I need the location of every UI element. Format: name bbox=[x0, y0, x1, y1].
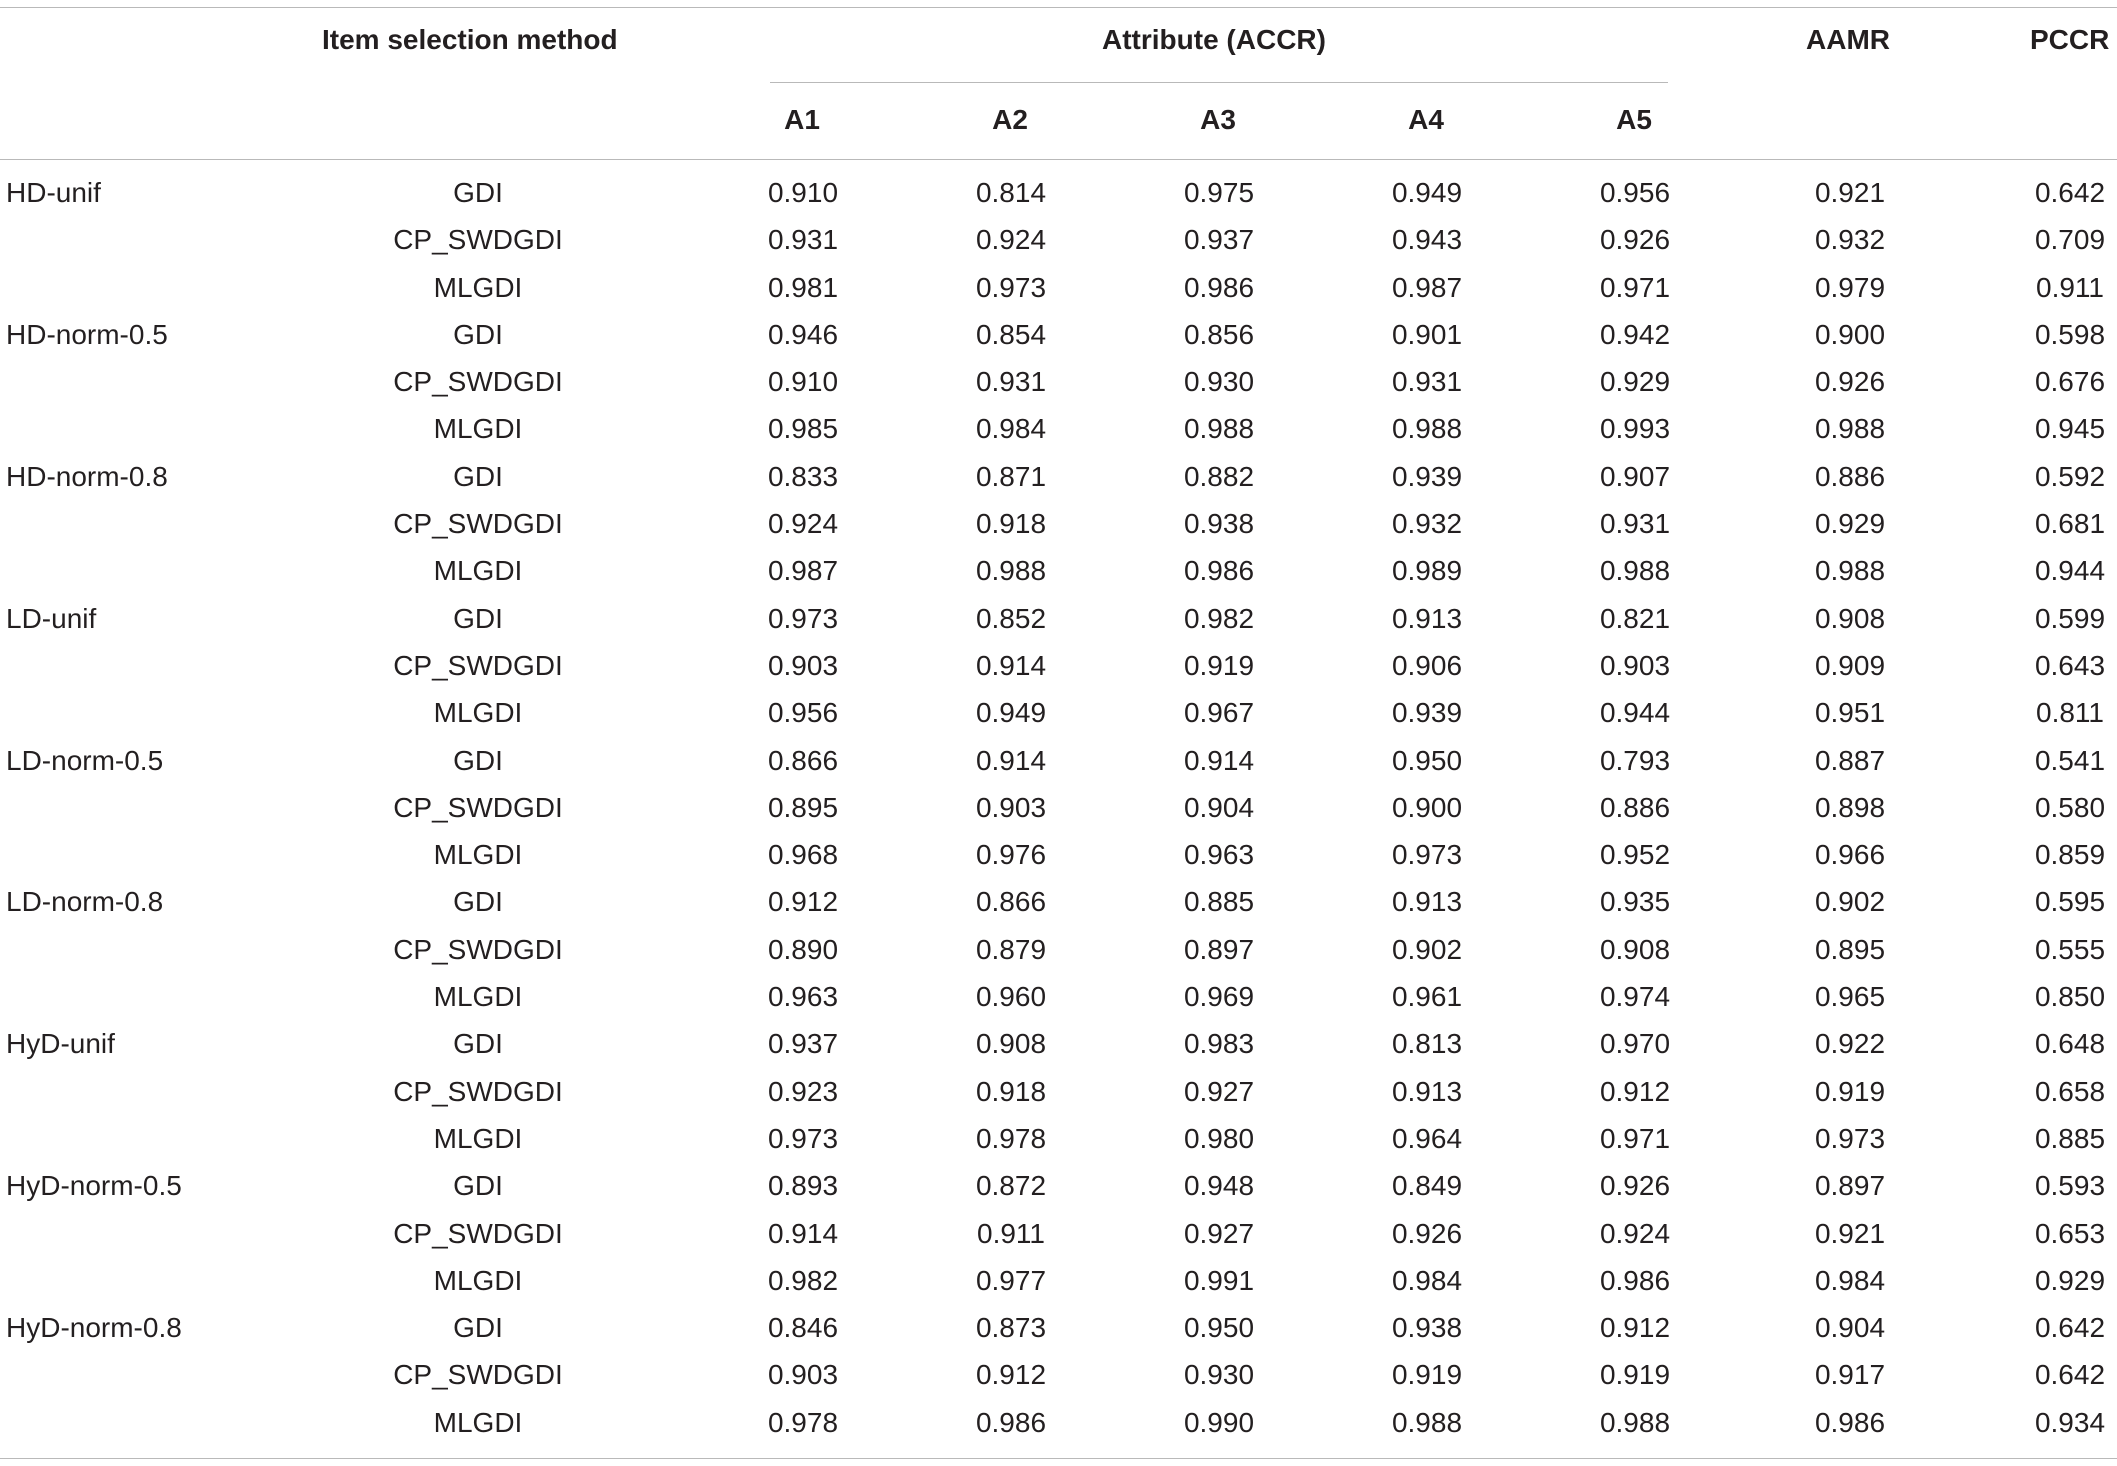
a1-value-cell: 0.903 bbox=[767, 649, 839, 681]
a5-value-cell: 0.956 bbox=[1599, 177, 1671, 208]
method-cell: MLGDI bbox=[433, 555, 523, 587]
a4-value-cell: 0.926 bbox=[1391, 1217, 1463, 1249]
table-row bbox=[0, 1070, 2117, 1117]
header-a4: A4 bbox=[1408, 104, 1444, 135]
a1-value-cell: 0.981 bbox=[767, 271, 839, 303]
a1-value-cell: 0.968 bbox=[767, 839, 839, 871]
a1-value-cell: 0.866 bbox=[767, 744, 839, 776]
method-cell: MLGDI bbox=[433, 413, 523, 445]
a3-value-cell: 0.986 bbox=[1183, 555, 1255, 587]
header-item-selection-method: Item selection method bbox=[322, 24, 618, 55]
method-cell: CP_SWDGDI bbox=[393, 1359, 563, 1391]
aamr-value-cell: 0.897 bbox=[1814, 1170, 1886, 1202]
header-a5: A5 bbox=[1616, 104, 1652, 135]
a1-value-cell: 0.895 bbox=[767, 791, 839, 823]
table-row bbox=[0, 833, 2117, 880]
pccr-value-cell: 0.676 bbox=[2034, 366, 2106, 398]
a4-value-cell: 0.901 bbox=[1391, 318, 1463, 350]
a5-value-cell: 0.908 bbox=[1599, 933, 1671, 965]
table-row bbox=[0, 1022, 2117, 1069]
pccr-value-cell: 0.595 bbox=[2034, 886, 2106, 918]
a2-value-cell: 0.852 bbox=[975, 602, 1047, 634]
table-row bbox=[0, 218, 2117, 265]
method-cell: GDI bbox=[453, 744, 503, 776]
table-row bbox=[0, 1164, 2117, 1211]
pccr-value-cell: 0.934 bbox=[2034, 1406, 2106, 1438]
method-cell: GDI bbox=[453, 318, 503, 350]
a1-value-cell: 0.914 bbox=[767, 1217, 839, 1249]
aamr-value-cell: 0.919 bbox=[1814, 1075, 1886, 1107]
a1-value-cell: 0.910 bbox=[767, 177, 839, 208]
aamr-value-cell: 0.886 bbox=[1814, 460, 1886, 492]
a5-value-cell: 0.970 bbox=[1599, 1028, 1671, 1060]
a1-value-cell: 0.931 bbox=[767, 224, 839, 256]
a2-value-cell: 0.988 bbox=[975, 555, 1047, 587]
pccr-value-cell: 0.642 bbox=[2034, 1359, 2106, 1391]
pccr-value-cell: 0.885 bbox=[2034, 1122, 2106, 1154]
method-cell: MLGDI bbox=[433, 697, 523, 729]
a5-value-cell: 0.903 bbox=[1599, 649, 1671, 681]
a1-value-cell: 0.910 bbox=[767, 366, 839, 398]
method-cell: GDI bbox=[453, 1028, 503, 1060]
a2-value-cell: 0.914 bbox=[975, 744, 1047, 776]
aamr-value-cell: 0.926 bbox=[1814, 366, 1886, 398]
a2-value-cell: 0.976 bbox=[975, 839, 1047, 871]
header-aamr: AAMR bbox=[1806, 24, 1890, 55]
a1-value-cell: 0.963 bbox=[767, 981, 839, 1013]
a5-value-cell: 0.919 bbox=[1599, 1359, 1671, 1391]
a3-value-cell: 0.927 bbox=[1183, 1075, 1255, 1107]
pccr-value-cell: 0.642 bbox=[2034, 177, 2106, 208]
pccr-value-cell: 0.580 bbox=[2034, 791, 2106, 823]
a5-value-cell: 0.924 bbox=[1599, 1217, 1671, 1249]
aamr-value-cell: 0.900 bbox=[1814, 318, 1886, 350]
a3-value-cell: 0.982 bbox=[1183, 602, 1255, 634]
a3-value-cell: 0.882 bbox=[1183, 460, 1255, 492]
header-a2: A2 bbox=[992, 104, 1028, 135]
method-cell: MLGDI bbox=[433, 981, 523, 1013]
a5-value-cell: 0.988 bbox=[1599, 555, 1671, 587]
header-bottom-rule bbox=[0, 159, 2117, 160]
a1-value-cell: 0.946 bbox=[767, 318, 839, 350]
a2-value-cell: 0.871 bbox=[975, 460, 1047, 492]
pccr-value-cell: 0.592 bbox=[2034, 460, 2106, 492]
table-row bbox=[0, 1259, 2117, 1306]
a3-value-cell: 0.988 bbox=[1183, 413, 1255, 445]
a4-value-cell: 0.913 bbox=[1391, 886, 1463, 918]
a1-value-cell: 0.923 bbox=[767, 1075, 839, 1107]
a4-value-cell: 0.913 bbox=[1391, 602, 1463, 634]
design-cell: HyD-norm-0.8 bbox=[6, 1312, 182, 1344]
a4-value-cell: 0.913 bbox=[1391, 1075, 1463, 1107]
a1-value-cell: 0.987 bbox=[767, 555, 839, 587]
a2-value-cell: 0.973 bbox=[975, 271, 1047, 303]
a2-value-cell: 0.872 bbox=[975, 1170, 1047, 1202]
header-a1: A1 bbox=[784, 104, 820, 135]
aamr-value-cell: 0.904 bbox=[1814, 1312, 1886, 1344]
method-cell: CP_SWDGDI bbox=[393, 1217, 563, 1249]
a4-value-cell: 0.988 bbox=[1391, 1406, 1463, 1438]
aamr-value-cell: 0.965 bbox=[1814, 981, 1886, 1013]
a2-value-cell: 0.960 bbox=[975, 981, 1047, 1013]
aamr-value-cell: 0.921 bbox=[1814, 1217, 1886, 1249]
a2-value-cell: 0.873 bbox=[975, 1312, 1047, 1344]
method-cell: MLGDI bbox=[433, 1122, 523, 1154]
a2-value-cell: 0.914 bbox=[975, 649, 1047, 681]
method-cell: CP_SWDGDI bbox=[393, 1075, 563, 1107]
pccr-value-cell: 0.653 bbox=[2034, 1217, 2106, 1249]
a5-value-cell: 0.926 bbox=[1599, 224, 1671, 256]
a2-value-cell: 0.931 bbox=[975, 366, 1047, 398]
a4-value-cell: 0.932 bbox=[1391, 508, 1463, 540]
a5-value-cell: 0.944 bbox=[1599, 697, 1671, 729]
table-bottom-rule bbox=[0, 1458, 2117, 1459]
method-cell: GDI bbox=[453, 602, 503, 634]
a3-value-cell: 0.930 bbox=[1183, 366, 1255, 398]
aamr-value-cell: 0.932 bbox=[1814, 224, 1886, 256]
a3-value-cell: 0.919 bbox=[1183, 649, 1255, 681]
aamr-value-cell: 0.979 bbox=[1814, 271, 1886, 303]
aamr-value-cell: 0.895 bbox=[1814, 933, 1886, 965]
a4-value-cell: 0.813 bbox=[1391, 1028, 1463, 1060]
a2-value-cell: 0.949 bbox=[975, 697, 1047, 729]
a1-value-cell: 0.982 bbox=[767, 1264, 839, 1296]
a1-value-cell: 0.973 bbox=[767, 1122, 839, 1154]
a2-value-cell: 0.903 bbox=[975, 791, 1047, 823]
a3-value-cell: 0.980 bbox=[1183, 1122, 1255, 1154]
a4-value-cell: 0.900 bbox=[1391, 791, 1463, 823]
aamr-value-cell: 0.902 bbox=[1814, 886, 1886, 918]
a3-value-cell: 0.975 bbox=[1183, 177, 1255, 208]
header-a3: A3 bbox=[1200, 104, 1236, 135]
a5-value-cell: 0.886 bbox=[1599, 791, 1671, 823]
pccr-value-cell: 0.541 bbox=[2034, 744, 2106, 776]
table-row bbox=[0, 502, 2117, 549]
a5-value-cell: 0.912 bbox=[1599, 1312, 1671, 1344]
a5-value-cell: 0.971 bbox=[1599, 1122, 1671, 1154]
table-row bbox=[0, 975, 2117, 1022]
a4-value-cell: 0.984 bbox=[1391, 1264, 1463, 1296]
a4-value-cell: 0.973 bbox=[1391, 839, 1463, 871]
aamr-value-cell: 0.921 bbox=[1814, 177, 1886, 208]
method-cell: GDI bbox=[453, 1170, 503, 1202]
pccr-value-cell: 0.648 bbox=[2034, 1028, 2106, 1060]
table-row bbox=[0, 1306, 2117, 1353]
a2-value-cell: 0.911 bbox=[977, 1217, 1045, 1249]
a5-value-cell: 0.793 bbox=[1599, 744, 1671, 776]
a3-value-cell: 0.969 bbox=[1183, 981, 1255, 1013]
aamr-value-cell: 0.909 bbox=[1814, 649, 1886, 681]
a2-value-cell: 0.986 bbox=[975, 1406, 1047, 1438]
a5-value-cell: 0.912 bbox=[1599, 1075, 1671, 1107]
pccr-value-cell: 0.850 bbox=[2034, 981, 2106, 1013]
pccr-value-cell: 0.911 bbox=[2036, 271, 2104, 303]
a1-value-cell: 0.890 bbox=[767, 933, 839, 965]
aamr-value-cell: 0.986 bbox=[1814, 1406, 1886, 1438]
a5-value-cell: 0.974 bbox=[1599, 981, 1671, 1013]
a3-value-cell: 0.856 bbox=[1183, 318, 1255, 350]
table-row bbox=[0, 1401, 2117, 1448]
header-pccr: PCCR bbox=[2030, 24, 2110, 55]
header-attribute-accr: Attribute (ACCR) bbox=[1102, 24, 1326, 55]
table-row bbox=[0, 880, 2117, 927]
table-row bbox=[0, 739, 2117, 786]
design-cell: HyD-norm-0.5 bbox=[6, 1170, 182, 1202]
method-cell: CP_SWDGDI bbox=[393, 791, 563, 823]
table-row bbox=[0, 928, 2117, 975]
pccr-value-cell: 0.709 bbox=[2034, 224, 2106, 256]
aamr-value-cell: 0.929 bbox=[1814, 508, 1886, 540]
method-cell: GDI bbox=[453, 177, 503, 208]
method-cell: CP_SWDGDI bbox=[393, 649, 563, 681]
design-cell: LD-norm-0.5 bbox=[6, 744, 164, 776]
a3-value-cell: 0.986 bbox=[1183, 271, 1255, 303]
a4-value-cell: 0.849 bbox=[1391, 1170, 1463, 1202]
aamr-value-cell: 0.966 bbox=[1814, 839, 1886, 871]
table-row bbox=[0, 1117, 2117, 1164]
table-top-rule bbox=[0, 7, 2117, 8]
table-row bbox=[0, 597, 2117, 644]
a2-value-cell: 0.984 bbox=[975, 413, 1047, 445]
a3-value-cell: 0.904 bbox=[1183, 791, 1255, 823]
a2-value-cell: 0.918 bbox=[975, 508, 1047, 540]
a5-value-cell: 0.926 bbox=[1599, 1170, 1671, 1202]
pccr-value-cell: 0.555 bbox=[2034, 933, 2106, 965]
method-cell: GDI bbox=[453, 1312, 503, 1344]
a4-value-cell: 0.938 bbox=[1391, 1312, 1463, 1344]
aamr-value-cell: 0.922 bbox=[1814, 1028, 1886, 1060]
pccr-value-cell: 0.643 bbox=[2034, 649, 2106, 681]
aamr-value-cell: 0.898 bbox=[1814, 791, 1886, 823]
table-row bbox=[0, 313, 2117, 360]
method-cell: MLGDI bbox=[433, 271, 523, 303]
pccr-value-cell: 0.859 bbox=[2034, 839, 2106, 871]
a1-value-cell: 0.978 bbox=[767, 1406, 839, 1438]
a1-value-cell: 0.985 bbox=[767, 413, 839, 445]
a3-value-cell: 0.983 bbox=[1183, 1028, 1255, 1060]
a3-value-cell: 0.914 bbox=[1183, 744, 1255, 776]
table-row bbox=[0, 549, 2117, 596]
table-body bbox=[0, 171, 2117, 1448]
table-row bbox=[0, 1353, 2117, 1400]
design-cell: HD-norm-0.5 bbox=[6, 318, 168, 350]
a4-value-cell: 0.987 bbox=[1391, 271, 1463, 303]
a3-value-cell: 0.938 bbox=[1183, 508, 1255, 540]
aamr-value-cell: 0.988 bbox=[1814, 413, 1886, 445]
a2-value-cell: 0.879 bbox=[975, 933, 1047, 965]
a4-value-cell: 0.989 bbox=[1391, 555, 1463, 587]
pccr-value-cell: 0.945 bbox=[2034, 413, 2106, 445]
pccr-value-cell: 0.599 bbox=[2034, 602, 2106, 634]
design-cell: LD-norm-0.8 bbox=[6, 886, 164, 918]
design-cell: HD-norm-0.8 bbox=[6, 460, 168, 492]
aamr-value-cell: 0.917 bbox=[1814, 1359, 1886, 1391]
aamr-value-cell: 0.951 bbox=[1814, 697, 1886, 729]
a3-value-cell: 0.948 bbox=[1183, 1170, 1255, 1202]
a5-value-cell: 0.988 bbox=[1599, 1406, 1671, 1438]
pccr-value-cell: 0.642 bbox=[2034, 1312, 2106, 1344]
a3-value-cell: 0.950 bbox=[1183, 1312, 1255, 1344]
pccr-value-cell: 0.658 bbox=[2034, 1075, 2106, 1107]
a5-value-cell: 0.986 bbox=[1599, 1264, 1671, 1296]
a2-value-cell: 0.854 bbox=[975, 318, 1047, 350]
a1-value-cell: 0.937 bbox=[767, 1028, 839, 1060]
a1-value-cell: 0.973 bbox=[767, 602, 839, 634]
a2-value-cell: 0.978 bbox=[975, 1122, 1047, 1154]
aamr-value-cell: 0.973 bbox=[1814, 1122, 1886, 1154]
table-row bbox=[0, 455, 2117, 502]
a5-value-cell: 0.929 bbox=[1599, 366, 1671, 398]
method-cell: CP_SWDGDI bbox=[393, 224, 563, 256]
method-cell: MLGDI bbox=[433, 1406, 523, 1438]
a4-value-cell: 0.906 bbox=[1391, 649, 1463, 681]
aamr-value-cell: 0.908 bbox=[1814, 602, 1886, 634]
aamr-value-cell: 0.887 bbox=[1814, 744, 1886, 776]
a2-value-cell: 0.866 bbox=[975, 886, 1047, 918]
a2-value-cell: 0.918 bbox=[975, 1075, 1047, 1107]
a5-value-cell: 0.971 bbox=[1599, 271, 1671, 303]
a3-value-cell: 0.885 bbox=[1183, 886, 1255, 918]
method-cell: CP_SWDGDI bbox=[393, 508, 563, 540]
a5-value-cell: 0.907 bbox=[1599, 460, 1671, 492]
a5-value-cell: 0.931 bbox=[1599, 508, 1671, 540]
a3-value-cell: 0.967 bbox=[1183, 697, 1255, 729]
a4-value-cell: 0.939 bbox=[1391, 697, 1463, 729]
a5-value-cell: 0.942 bbox=[1599, 318, 1671, 350]
a4-value-cell: 0.943 bbox=[1391, 224, 1463, 256]
a2-value-cell: 0.912 bbox=[975, 1359, 1047, 1391]
a2-value-cell: 0.977 bbox=[975, 1264, 1047, 1296]
table-row bbox=[0, 266, 2117, 313]
table-row bbox=[0, 786, 2117, 833]
pccr-value-cell: 0.944 bbox=[2034, 555, 2106, 587]
a1-value-cell: 0.893 bbox=[767, 1170, 839, 1202]
pccr-value-cell: 0.593 bbox=[2034, 1170, 2106, 1202]
a5-value-cell: 0.935 bbox=[1599, 886, 1671, 918]
a4-value-cell: 0.950 bbox=[1391, 744, 1463, 776]
a2-value-cell: 0.924 bbox=[975, 224, 1047, 256]
a3-value-cell: 0.991 bbox=[1183, 1264, 1255, 1296]
table-row bbox=[0, 1212, 2117, 1259]
a2-value-cell: 0.908 bbox=[975, 1028, 1047, 1060]
a1-value-cell: 0.924 bbox=[767, 508, 839, 540]
table-row bbox=[0, 644, 2117, 691]
a4-value-cell: 0.919 bbox=[1391, 1359, 1463, 1391]
pccr-value-cell: 0.929 bbox=[2034, 1264, 2106, 1296]
a5-value-cell: 0.952 bbox=[1599, 839, 1671, 871]
design-cell: HyD-unif bbox=[6, 1028, 115, 1060]
design-cell: HD-unif bbox=[6, 177, 101, 208]
a4-value-cell: 0.961 bbox=[1391, 981, 1463, 1013]
pccr-value-cell: 0.681 bbox=[2034, 508, 2106, 540]
method-cell: CP_SWDGDI bbox=[393, 933, 563, 965]
a3-value-cell: 0.897 bbox=[1183, 933, 1255, 965]
a1-value-cell: 0.956 bbox=[767, 697, 839, 729]
pccr-value-cell: 0.598 bbox=[2034, 318, 2106, 350]
method-cell: CP_SWDGDI bbox=[393, 366, 563, 398]
table-row bbox=[0, 691, 2117, 738]
a1-value-cell: 0.912 bbox=[767, 886, 839, 918]
a4-value-cell: 0.964 bbox=[1391, 1122, 1463, 1154]
a5-value-cell: 0.821 bbox=[1599, 602, 1671, 634]
a4-value-cell: 0.949 bbox=[1391, 177, 1463, 208]
attribute-group-rule bbox=[770, 82, 1668, 83]
method-cell: GDI bbox=[453, 886, 503, 918]
design-cell: LD-unif bbox=[6, 602, 97, 634]
table-row bbox=[0, 407, 2117, 454]
a4-value-cell: 0.988 bbox=[1391, 413, 1463, 445]
a1-value-cell: 0.833 bbox=[767, 460, 839, 492]
a4-value-cell: 0.931 bbox=[1391, 366, 1463, 398]
aamr-value-cell: 0.988 bbox=[1814, 555, 1886, 587]
method-cell: MLGDI bbox=[433, 839, 523, 871]
a2-value-cell: 0.814 bbox=[975, 177, 1047, 208]
method-cell: GDI bbox=[453, 460, 503, 492]
a3-value-cell: 0.927 bbox=[1183, 1217, 1255, 1249]
a1-value-cell: 0.903 bbox=[767, 1359, 839, 1391]
a4-value-cell: 0.939 bbox=[1391, 460, 1463, 492]
a3-value-cell: 0.937 bbox=[1183, 224, 1255, 256]
a3-value-cell: 0.930 bbox=[1183, 1359, 1255, 1391]
a4-value-cell: 0.902 bbox=[1391, 933, 1463, 965]
aamr-value-cell: 0.984 bbox=[1814, 1264, 1886, 1296]
a3-value-cell: 0.963 bbox=[1183, 839, 1255, 871]
a3-value-cell: 0.990 bbox=[1183, 1406, 1255, 1438]
table-row bbox=[0, 360, 2117, 407]
a5-value-cell: 0.993 bbox=[1599, 413, 1671, 445]
a1-value-cell: 0.846 bbox=[767, 1312, 839, 1344]
method-cell: MLGDI bbox=[433, 1264, 523, 1296]
pccr-value-cell: 0.811 bbox=[2036, 697, 2104, 729]
table-row bbox=[0, 171, 2117, 218]
